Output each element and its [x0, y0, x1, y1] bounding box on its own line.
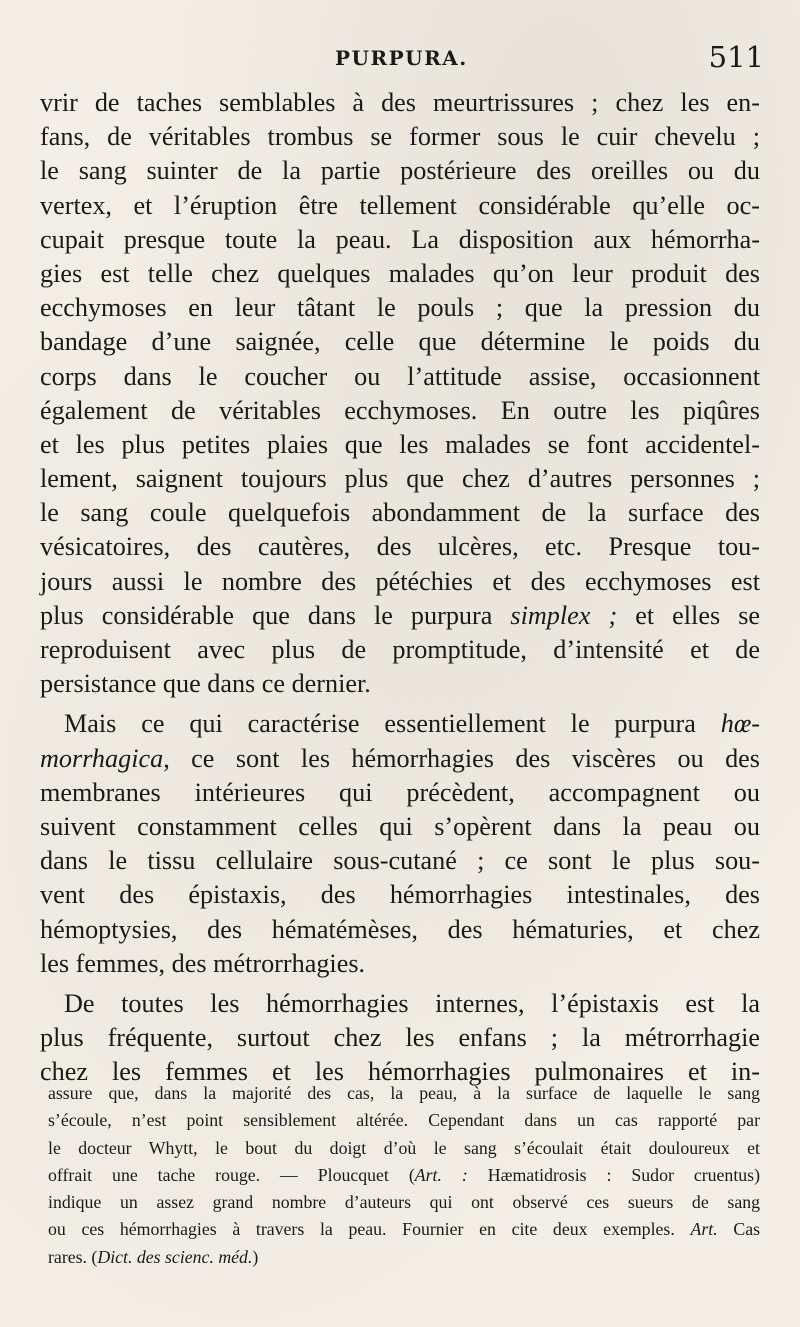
text-line: De toutes les hémorrhagies internes, l’épistaxis est la — [64, 988, 760, 1018]
text-segment: et elles se — [617, 600, 761, 630]
text-line: corps dans le coucher ou l’attitude assise, occasionnent — [40, 361, 760, 391]
text-line: le sang coule quelquefois abondamment de la surface des — [40, 498, 760, 528]
text-line: le sang suinter de la partie postérieure des oreilles ou du — [40, 156, 760, 186]
text-line: suivent constamment celles qui s’opèrent dans la peau ou — [40, 811, 760, 841]
italic-term: hœ- — [720, 709, 760, 739]
text-segment: Cas — [717, 1219, 760, 1240]
text-line: vent des épistaxis, des hémorrhagies intestinales, des — [40, 880, 760, 910]
text-line: les femmes, des métrorrhagies. — [40, 948, 366, 978]
text-line: lement, saignent toujours plus que chez d’autres personnes ; — [40, 464, 760, 494]
text-line: jours aussi le nombre des pétéchies et des ecchymoses est — [40, 566, 760, 596]
citation-source: Dict. des scienc. méd. — [97, 1246, 253, 1267]
text-segment: plus considérable que dans le purpura — [40, 600, 511, 630]
text-line: membranes intérieures qui précèdent, accompagnent ou — [40, 777, 760, 807]
footnote-line: s’écoule, n’est point sensiblement altérée. Cependant dans un cas rapporté par — [48, 1110, 760, 1131]
italic-term: morrhagica — [40, 743, 164, 773]
paragraph-3 — [40, 987, 760, 1090]
text-line: dans le tissu cellulaire sous-cutané ; ce sont le plus sou- — [40, 846, 760, 876]
text-line: plus fréquente, surtout chez les enfans ; la métrorrhagie — [40, 1023, 760, 1053]
text-line: fans, de véritables trombus se former sous le cuir chevelu ; — [40, 122, 760, 152]
text-line: reproduisent avec plus de promptitude, d’intensité et de — [40, 635, 760, 664]
page-number: 511 — [708, 40, 764, 74]
italic-term: Art. — [690, 1219, 718, 1240]
text-line: persistance que dans ce dernier. — [40, 669, 371, 699]
text-segment: Mais ce qui caractérise essentiellement le purpura — [64, 709, 721, 739]
text-line: gies est telle chez quelques malades qu’on leur produit des — [40, 258, 760, 288]
text-line: ecchymoses en leur tâtant le pouls ; que la pression du — [40, 293, 760, 323]
text-line: également de véritables ecchymoses. En outre les piqûres — [40, 395, 760, 425]
text-segment: Hæmatidrosis : Sudor cruentus) — [467, 1164, 760, 1185]
footnote-line: le docteur Whytt, le bout du doigt d’où le sang s’écoulait était douloureux et — [48, 1137, 760, 1158]
text-line: vrir de taches semblables à des meurtrissures ; chez les en- — [40, 88, 760, 117]
page-header — [0, 40, 800, 76]
text-line: hémoptysies, des hématémèses, des hématuries, et chez — [40, 914, 760, 944]
italic-term: Art. : — [414, 1164, 468, 1185]
text-line: et les plus petites plaies que les malades se font accidentel- — [40, 429, 760, 459]
text-line: vésicatoires, des cautères, des ulcères, etc. Presque tou- — [40, 532, 760, 562]
footnote-line — [48, 1216, 760, 1243]
footnote-line — [48, 1244, 760, 1271]
footnote-line — [48, 1162, 760, 1189]
text-line — [40, 742, 760, 776]
italic-term: simplex ; — [510, 600, 618, 630]
text-segment: ) — [252, 1246, 259, 1267]
text-line: vertex, et l’éruption être tellement considérable qu’elle oc- — [40, 190, 760, 220]
text-line: chez les femmes et les hémorrhagies pulmonaires et in- — [40, 1057, 760, 1087]
running-head: PURPURA. — [335, 46, 468, 70]
footnote-line: indique un assez grand nombre d’auteurs qui ont observé ces sueurs de sang — [48, 1192, 760, 1213]
main-text — [40, 86, 760, 1089]
text-line: bandage d’une saignée, celle que détermine le poids du — [40, 327, 760, 357]
paragraph-2 — [40, 707, 760, 981]
text-segment: offrait une tache rouge. — Ploucquet ( — [48, 1164, 415, 1185]
text-line: cupait presque toute la peau. La disposition aux hémorrha- — [40, 224, 760, 254]
text-segment: ou ces hémorrhagies à travers la peau. Fournier en cite deux exemples. — [48, 1219, 691, 1240]
footnote — [48, 1080, 760, 1271]
footnote-line: assure que, dans la majorité des cas, la peau, à la surface de laquelle le sang — [48, 1083, 760, 1103]
paragraph-1 — [40, 86, 760, 701]
text-segment: , ce sont les hémorrhagies des viscères ou des — [163, 743, 760, 773]
text-line — [40, 707, 760, 741]
text-segment: rares. ( — [48, 1246, 98, 1267]
text-line — [40, 599, 760, 633]
